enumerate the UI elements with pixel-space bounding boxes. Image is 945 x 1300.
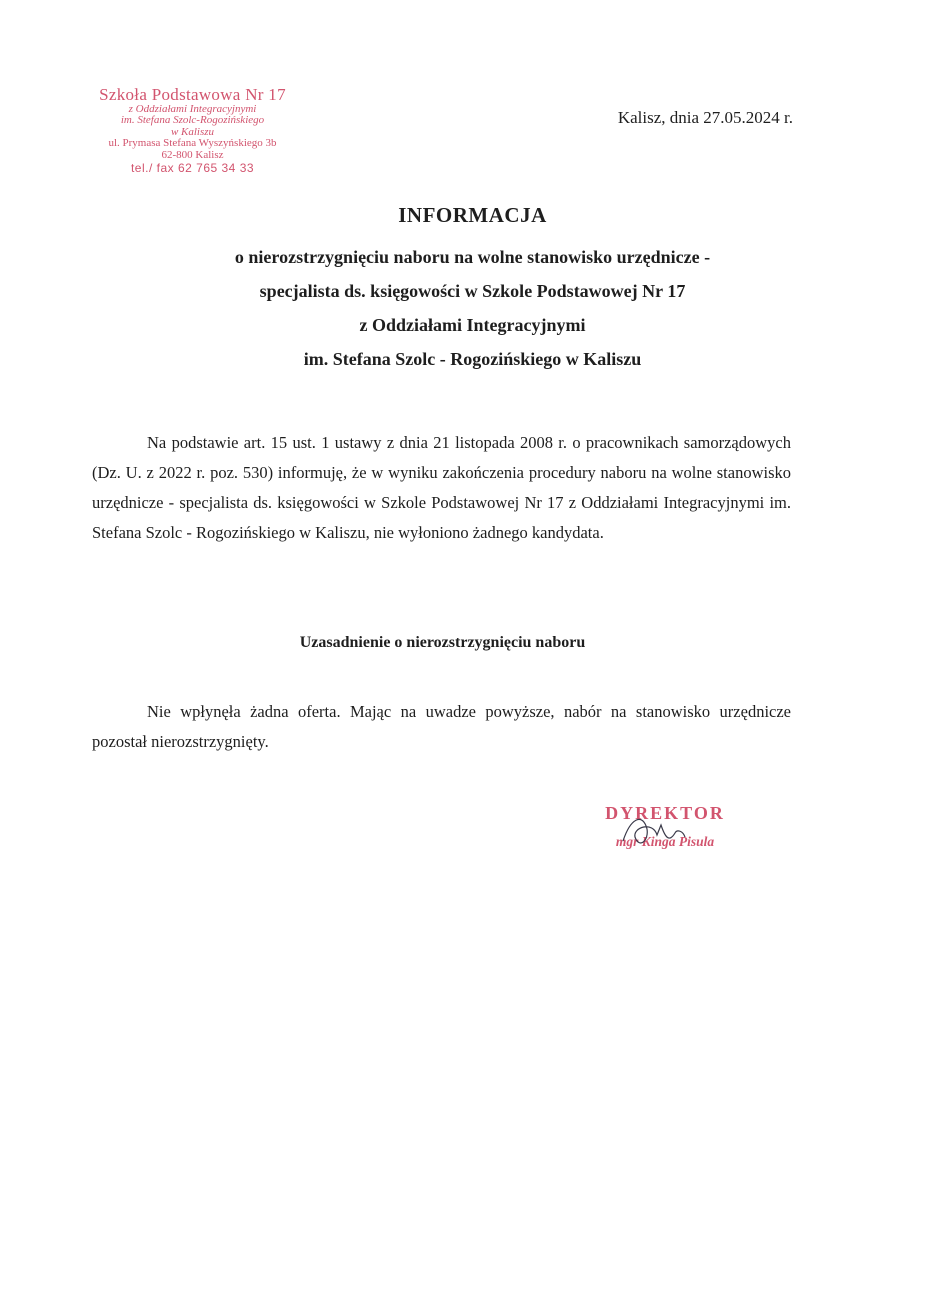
stamp-school-name: Szkoła Podstawowa Nr 17 <box>99 85 286 104</box>
signature-role: DYREKTOR <box>605 803 725 823</box>
stamp-line-2: im. Stefana Szolc-Rogozińskiego <box>120 114 265 127</box>
stamp-address: ul. Prymasa Stefana Wyszyńskiego 3b <box>108 137 277 150</box>
subtitle-line-1: o nierozstrzygnięciu naboru na wolne stanowisko urzędnicze - <box>234 247 711 267</box>
document-subtitle <box>100 240 845 376</box>
stamp-line-1: z Oddziałami Integracyjnymi <box>128 102 257 115</box>
subtitle-line-2: specjalista ds. księgowości w Szkole Podstawowej Nr 17 <box>259 281 686 301</box>
school-stamp <box>80 86 305 174</box>
document-title: INFORMACJA <box>398 203 547 227</box>
stamp-phone: tel./ fax 62 765 34 33 <box>130 160 255 175</box>
stamp-city: 62-800 Kalisz <box>161 149 224 162</box>
stamp-line-3: w Kaliszu <box>170 125 215 138</box>
document-date: Kalisz, dnia 27.05.2024 r. <box>617 108 793 127</box>
justification-heading: Uzasadnienie o nierozstrzygnięciu naboru <box>299 634 586 651</box>
justification-paragraph: Nie wpłynęła żadna oferta. Mając na uwadze powyższe, nabór na stanowisko urzędnicze pozostał nierozstrzygnięty. <box>92 702 791 751</box>
signature-name: mgr Kinga Pisula <box>615 834 715 849</box>
main-paragraph: Na podstawie art. 15 ust. 1 ustawy z dnia 21 listopada 2008 r. o pracownikach samorządowych (Dz. U. z 2022 r. poz. 530) informuję, że w wyniku zakończenia procedury naboru na wolne stanowisko urzędnicze - specjalista ds. księgowości w Szkole Podstawowej Nr 17 z Oddziałami Integracyjnymi im. Stefana Szolc - Rogozińskiego w Kaliszu, nie wyłoniono żadnego kandydata. <box>92 433 791 542</box>
director-signature-stamp <box>595 803 735 850</box>
subtitle-line-3: z Oddziałami Integracyjnymi <box>359 315 586 335</box>
handwritten-signature-icon <box>613 807 693 857</box>
subtitle-line-4: im. Stefana Szolc - Rogozińskiego w Kaliszu <box>303 349 642 369</box>
